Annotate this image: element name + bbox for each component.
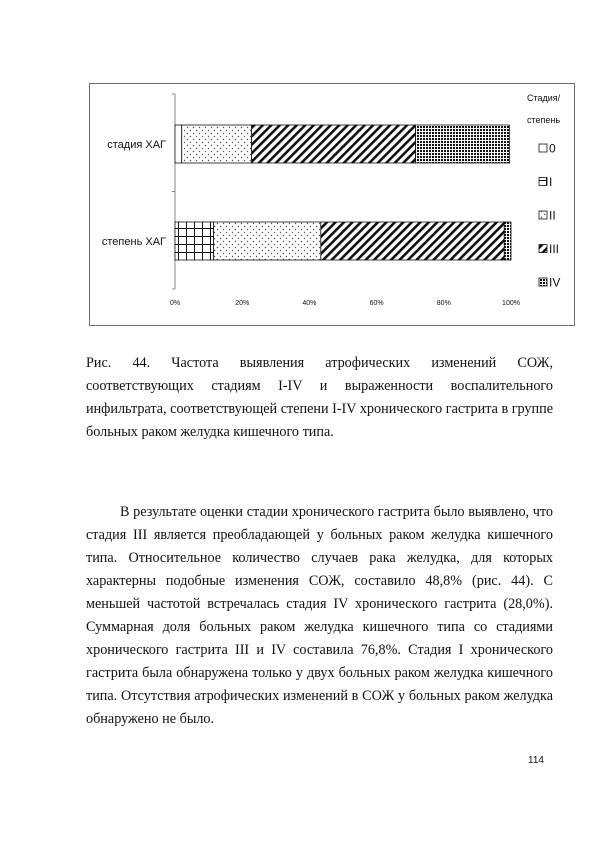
body-line: В результате оценки стадии хронического гастрита было выявлено, что: [120, 504, 553, 520]
category-label: стадия ХАГ: [107, 139, 166, 151]
x-tick-label: 40%: [302, 300, 317, 307]
stacked-bar-chart: [90, 84, 576, 327]
figure-caption: [86, 352, 553, 444]
x-tick-label: 100%: [502, 300, 520, 307]
body-line: стадия III является преобладающей у больных раком желудка кишечного: [86, 527, 553, 543]
caption-line: инфильтрата, соответствующей степени I-IV хронического гастрита в группе: [86, 401, 553, 417]
legend-swatch-ii: [539, 211, 547, 219]
caption-line: соответствующих стадиям I-IV и выраженности воспалительного: [86, 378, 553, 394]
legend-title: степень: [527, 115, 561, 125]
legend: [527, 93, 561, 290]
body-line: Суммарная доля больных раком желудка кишечного типа со стадиями: [86, 619, 553, 635]
body-line: хронического гастрита III и IV составила 76,8%. Стадия I хронического: [86, 642, 553, 658]
body-line: гастрита была обнаружена только у двух больных раком желудка кишечного: [86, 665, 553, 681]
bar-segment-степень-хаг-series-ii: [214, 222, 321, 260]
x-tick-label: 60%: [369, 300, 384, 307]
body-line: обнаружено не было.: [86, 711, 215, 727]
x-tick-label: 0%: [169, 300, 181, 307]
body-line: характерны подобные изменения СОЖ, составило 48,8% (рис. 44). С: [86, 573, 553, 589]
caption-line: больных раком желудка кишечного типа.: [86, 424, 334, 440]
category-label: степень ХАГ: [101, 236, 166, 248]
bar-segment-степень-хаг-series-i: [175, 222, 214, 260]
body-line: меньшей частотой встречалась стадия IV хронического гастрита (28,0%).: [86, 596, 553, 612]
legend-label: II: [549, 208, 556, 223]
x-tick-label: 80%: [436, 300, 451, 307]
body-paragraph: [86, 501, 553, 731]
page-number: 114: [528, 755, 544, 766]
legend-label: IV: [549, 275, 561, 290]
chart-frame: [89, 83, 575, 326]
legend-title: Стадия/: [527, 93, 561, 103]
bar-segment-стадия-хаг-series-0: [175, 125, 182, 163]
bar-segment-степень-хаг-series-iii: [321, 222, 504, 260]
body-line: типа. Относительное количество случаев рака желудка, для которых: [86, 550, 553, 566]
legend-label: I: [549, 175, 553, 189]
legend-swatch-iii: [539, 245, 547, 253]
plot-area: [102, 94, 520, 307]
x-tick-label: 20%: [235, 300, 250, 307]
legend-swatch-iv: [539, 278, 547, 286]
bar-segment-стадия-хаг-series-iii: [252, 125, 416, 163]
bar-segment-степень-хаг-series-iv: [504, 222, 511, 260]
legend-label: 0: [549, 141, 556, 156]
legend-label: III: [549, 242, 560, 256]
bar-segment-стадия-хаг-series-ii: [182, 125, 252, 163]
caption-line: Рис. 44. Частота выявления атрофических изменений СОЖ,: [86, 355, 553, 371]
body-line: типа. Отсутствия атрофических изменений в СОЖ у больных раком желудка: [86, 688, 553, 704]
legend-swatch-0: [539, 144, 547, 152]
bar-segment-стадия-хаг-series-iv: [416, 125, 510, 163]
legend-swatch-i: [539, 178, 547, 186]
